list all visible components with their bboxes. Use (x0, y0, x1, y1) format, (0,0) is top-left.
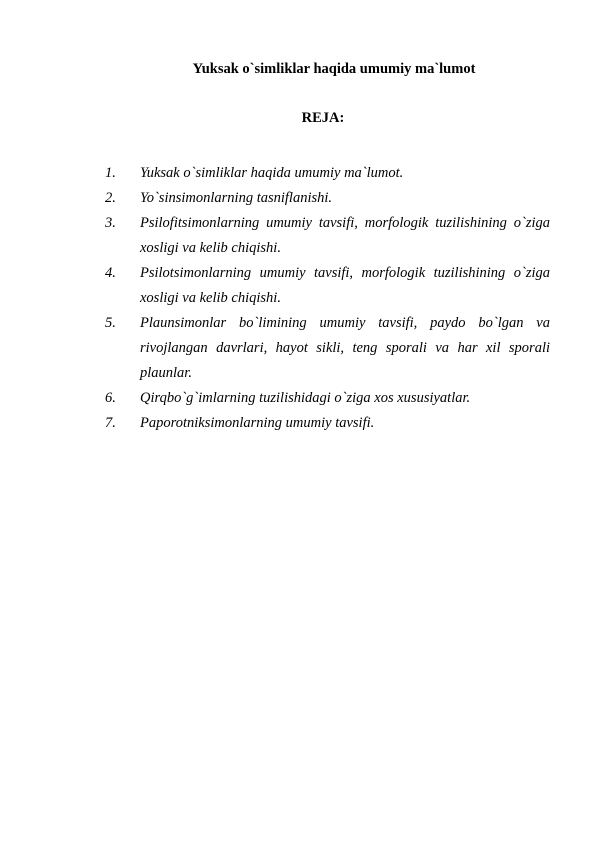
plan-item-number: 3. (105, 215, 116, 231)
plan-item-6 (0, 386, 596, 411)
plan-item-7 (0, 411, 596, 436)
plan-item-text: Yuksak o`simliklar haqida umumiy ma`lumot. (140, 165, 404, 181)
plan-item-2 (0, 186, 596, 211)
plan-item-number: 6. (105, 390, 116, 406)
plan-item-text: Yo`sinsimonlarning tasniflanishi. (140, 190, 333, 206)
plan-item-text: Psilofitsimonlarning umumiy tavsifi, morfologik tuzilishining o`ziga xosligi va kelib chiqishi. (140, 215, 550, 256)
plan-item-text: Qirqbo`g`imlarning tuzilishidagi o`ziga xos xususiyatlar. (140, 390, 471, 406)
plan-item-text: Psilotsimonlarning umumiy tavsifi, morfologik tuzilishining o`ziga xosligi va kelib chiqishi. (140, 265, 550, 306)
plan-item-5 (0, 311, 596, 386)
plan-item-number: 4. (105, 265, 116, 281)
document-title: Yuksak o`simliklar haqida umumiy ma`lumot (192, 61, 476, 77)
plan-item-1 (0, 161, 596, 186)
plan-item-text: Paporotniksimonlarning umumiy tavsifi. (140, 415, 375, 431)
plan-item-4 (0, 261, 596, 311)
plan-item-number: 2. (105, 190, 116, 206)
plan-item-text: Plaunsimonlar bo`limining umumiy tavsifi, paydo bo`lgan va rivojlangan davrlari, hayot sikli, teng sporali va har xil sporali plaunlar. (140, 315, 550, 381)
plan-heading: REJA: (301, 110, 345, 126)
plan-list (0, 161, 596, 436)
plan-item-number: 5. (105, 315, 116, 331)
plan-item-number: 1. (105, 165, 116, 181)
plan-item-number: 7. (105, 415, 116, 431)
plan-item-3 (0, 211, 596, 261)
